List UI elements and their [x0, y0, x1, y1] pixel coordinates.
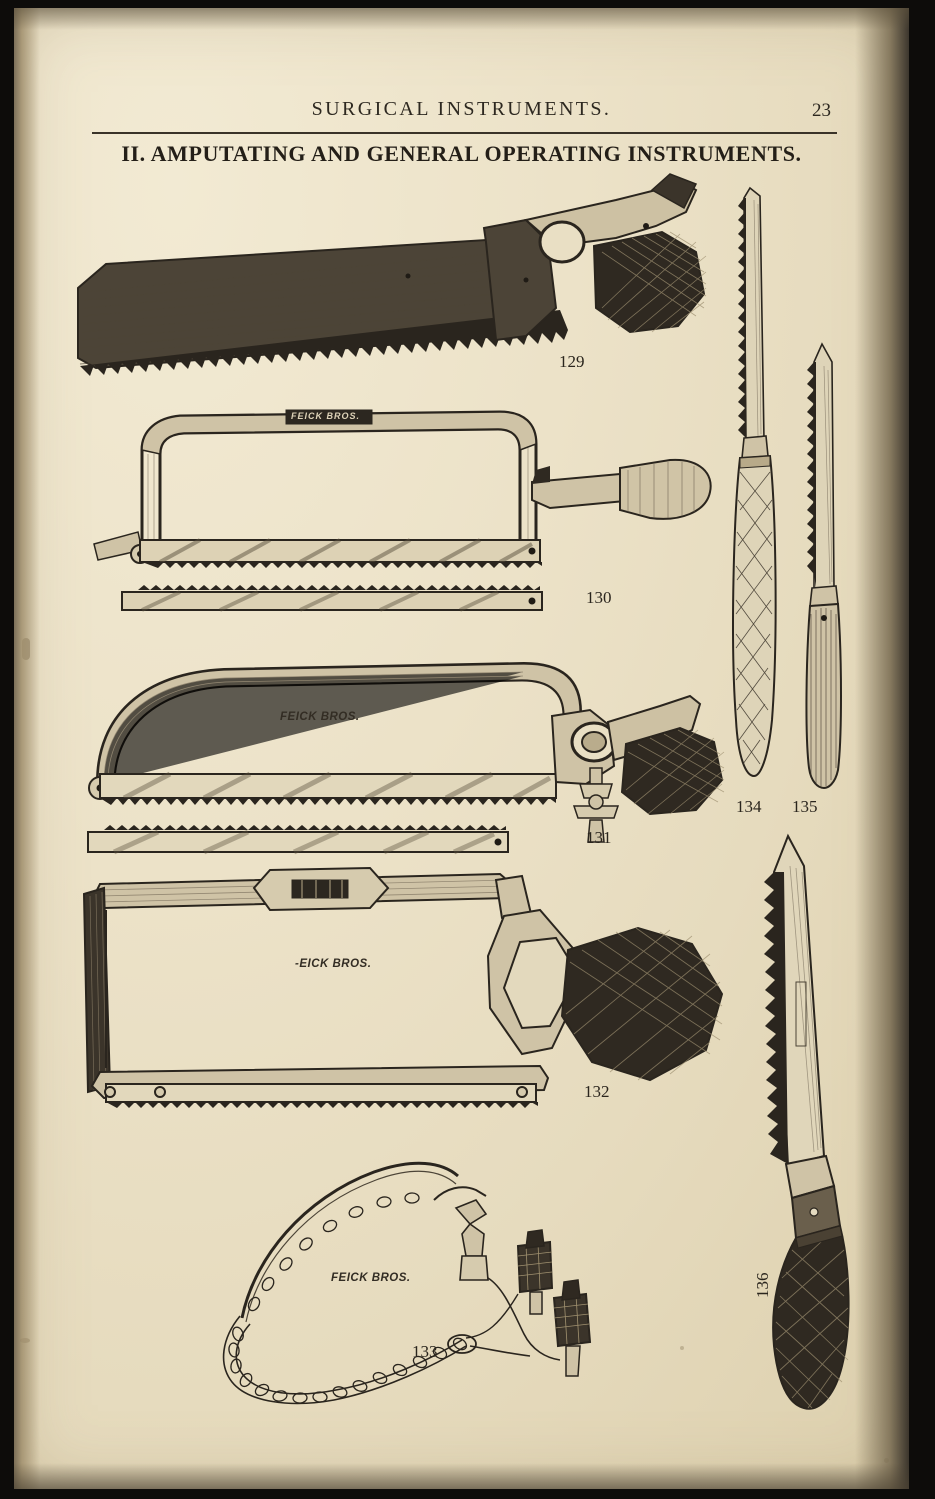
figure-130-illustration: [80, 404, 720, 634]
page-edge-shadow-bottom: [14, 1463, 909, 1489]
figure-131-illustration: [74, 656, 734, 866]
figure-number-132: 132: [584, 1082, 610, 1101]
figure-number-135: 135: [792, 797, 818, 816]
figure-number-133: 133: [412, 1342, 438, 1361]
section-title: II. AMPUTATING AND GENERAL OPERATING INSTRUMENTS.: [121, 141, 802, 166]
figure-135-illustration: [792, 338, 852, 790]
figure-133-illustration: [194, 1138, 634, 1428]
maker-mark-saw-130: FEICK BROS.: [291, 411, 361, 421]
maker-mark-saw-132: -EICK BROS.: [295, 958, 372, 970]
header-rule: [92, 132, 837, 134]
paper-surface: [14, 8, 909, 1489]
figure-134-illustration: [720, 180, 790, 790]
figure-132-illustration: [70, 858, 750, 1118]
page-edge-shadow-left: [14, 8, 40, 1489]
figure-number-131: 131: [586, 828, 612, 847]
figure-136-illustration: [730, 826, 860, 1426]
paper-blemish: [680, 1346, 684, 1350]
figure-number-130: 130: [586, 588, 612, 607]
figure-number-129: 129: [559, 352, 585, 371]
running-head: SURGICAL INSTRUMENTS.: [311, 98, 612, 120]
maker-mark-saw-131: FEICK BROS.: [280, 711, 360, 723]
figure-129-illustration: [56, 168, 716, 398]
page-number: 23: [812, 100, 831, 121]
figure-number-136: 136: [753, 1272, 772, 1298]
maker-mark-chain-saw-133: FEICK BROS.: [331, 1272, 411, 1284]
figure-number-134: 134: [736, 797, 762, 816]
page-edge-shadow-top: [14, 8, 909, 30]
page-edge-shadow-right: [855, 8, 909, 1489]
